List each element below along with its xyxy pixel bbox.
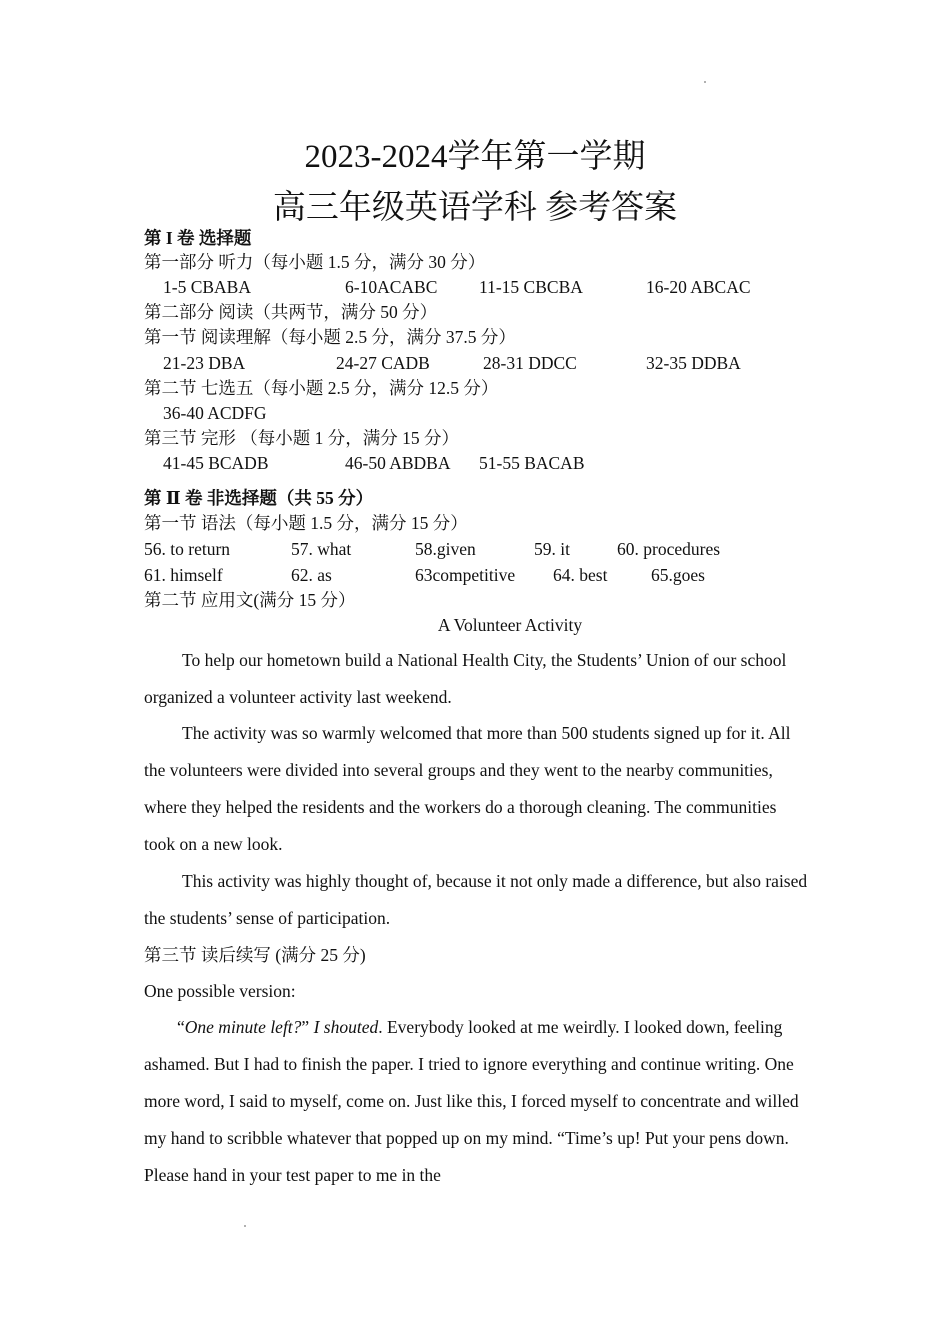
scan-speck: [704, 81, 706, 83]
reading-heading: 第二部分 阅读（共两节，满分 50 分）: [144, 302, 438, 322]
answer-group: 51-55 BACAB: [479, 453, 585, 473]
scan-speck: [244, 1225, 246, 1227]
continuation-heading: 第三节 读后续写 (满分 25 分): [144, 945, 366, 965]
grammar-answer: 65.goes: [651, 565, 705, 585]
italic-quote: One minute left?: [184, 1017, 302, 1037]
reading-section2-heading: 第二节 七选五（每小题 2.5 分，满分 12.5 分）: [144, 378, 499, 398]
open-quote: “: [177, 1017, 185, 1037]
close-quote: ”: [301, 1017, 310, 1037]
reading-section3-heading: 第三节 完形 （每小题 1 分，满分 15 分）: [144, 428, 459, 448]
grammar-heading: 第一节 语法（每小题 1.5 分，满分 15 分）: [144, 513, 468, 533]
answer-group: 36-40 ACDFG: [163, 403, 267, 423]
answer-group: 41-45 BCADB: [163, 453, 269, 473]
grammar-answer: 56. to return: [144, 539, 231, 559]
answer-group: 21-23 DBA: [163, 353, 246, 373]
essay-paragraph: The activity was so warmly welcomed that more than 500 students signed up for it. All the volunteers were divided into several groups and they went to the nearby communities, where they helped the residents and the workers do a thorough cleaning. The communities took on a new look.: [144, 723, 791, 854]
part2-heading: 第 Ⅱ 卷 非选择题（共 55 分）: [144, 488, 374, 508]
answer-group: 16-20 ABCAC: [646, 277, 751, 297]
answer-group: 11-15 CBCBA: [479, 277, 583, 297]
reading-section1-heading: 第一节 阅读理解（每小题 2.5 分，满分 37.5 分）: [144, 327, 516, 347]
continuation-intro: One possible version:: [144, 981, 296, 1001]
listening-heading: 第一部分 听力（每小题 1.5 分，满分 30 分）: [144, 252, 486, 272]
grammar-answer: 63competitive: [415, 565, 516, 585]
grammar-answer: 62. as: [291, 565, 332, 585]
italic-speaker: I shouted: [313, 1017, 379, 1037]
answer-group: 32-35 DDBA: [646, 353, 741, 373]
answer-group: 46-50 ABDBA: [345, 453, 451, 473]
answer-group: 28-31 DDCC: [483, 353, 577, 373]
grammar-answer: 64. best: [553, 565, 608, 585]
answer-group: 1-5 CBABA: [163, 277, 251, 297]
page-title: 2023-2024学年第一学期: [304, 139, 646, 175]
part1-heading: 第 I 卷 选择题: [144, 228, 252, 248]
essay-paragraph: This activity was highly thought of, because it not only made a difference, but also raised the students’ sense of participation.: [144, 871, 808, 928]
grammar-answer: 57. what: [291, 539, 352, 559]
continuation-paragraph: [144, 1009, 809, 1194]
paragraph-text: . Everybody looked at me weirdly. I looked down, feeling ashamed. But I had to finish the paper. I tried to ignore everything and continue writing. One more word, I said to myself, come on. Just like this, I forced myself to concentrate and willed my hand to scribble whatever that popped up on my mind. “Time’s up! Put your pens down. Please hand in your test paper to me in the: [144, 1017, 799, 1185]
grammar-answer: 60. procedures: [617, 539, 721, 559]
page-subtitle: 高三年级英语学科 参考答案: [272, 190, 678, 226]
answer-group: 6-10ACABC: [345, 277, 438, 297]
grammar-answer: 59. it: [534, 539, 570, 559]
writing-heading: 第二节 应用文(满分 15 分）: [144, 590, 356, 610]
answer-group: 24-27 CADB: [336, 353, 430, 373]
grammar-answer: 58.given: [415, 539, 476, 559]
essay-title: A Volunteer Activity: [437, 615, 583, 635]
grammar-answer: 61. himself: [144, 565, 223, 585]
essay-paragraph: To help our hometown build a National Health City, the Students’ Union of our school organized a volunteer activity last weekend.: [144, 650, 787, 707]
